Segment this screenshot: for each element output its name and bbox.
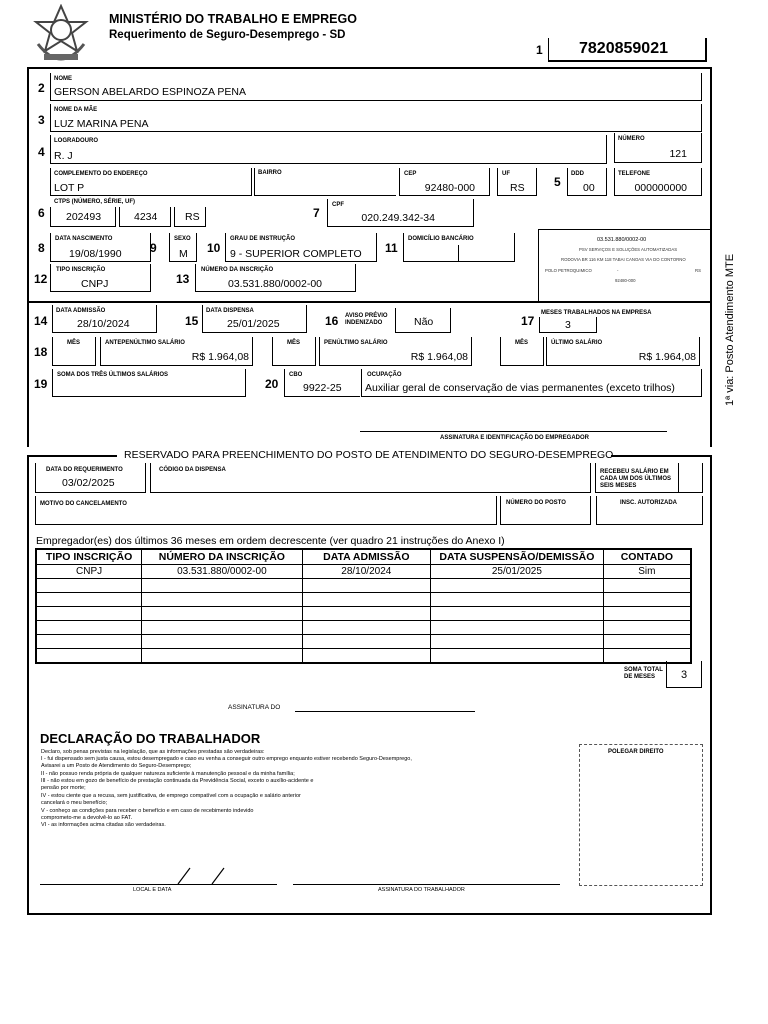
- data-nascimento-value: 19/08/1990: [69, 248, 122, 260]
- antepenultimo-value: R$ 1.964,08: [191, 351, 249, 363]
- complemento-value: LOT P: [54, 182, 85, 194]
- grau-instrucao-field[interactable]: [225, 233, 377, 262]
- field-number-10: 10: [207, 241, 221, 255]
- mes-label-2: MÊS: [287, 340, 301, 346]
- side-via-text: 1ª via: Posto Atendimento MTE: [724, 253, 736, 406]
- data-requerimento-value: 03/02/2025: [62, 477, 115, 489]
- section-divider: [27, 301, 712, 303]
- data-admissao-label: DATA ADMISSÃO: [56, 308, 106, 314]
- logradouro-value: R. J: [54, 150, 73, 162]
- ctps-uf-value: RS: [185, 211, 200, 223]
- header-data-admissao: DATA ADMISSÃO: [302, 549, 430, 565]
- ctps-label: CTPS (NÚMERO, SÉRIE, UF): [54, 199, 136, 205]
- sexo-value: M: [179, 248, 188, 260]
- uf-label: UF: [502, 171, 510, 177]
- antepenultimo-label: ANTEPENÚLTIMO SALÁRIO: [105, 340, 185, 346]
- logradouro-label: LOGRADOURO: [54, 138, 98, 144]
- stamp-district: POLO PETROQUIMICO: [545, 268, 592, 273]
- logradouro-field[interactable]: [50, 135, 607, 164]
- mes-antepenultimo-field[interactable]: [52, 337, 96, 366]
- declaracao-line-10: VI - as informações acima citadas são verdadeiras.: [41, 822, 166, 828]
- cep-value: 92480-000: [424, 182, 475, 194]
- aviso-previo-value: Não: [414, 316, 434, 328]
- employers-table: [35, 548, 692, 664]
- employer-stamp: [538, 229, 710, 301]
- polegar-label: POLEGAR DIREITO: [608, 749, 664, 755]
- ddd-value: 00: [583, 182, 595, 194]
- field-number-5: 5: [554, 175, 561, 189]
- table-row[interactable]: [36, 607, 691, 621]
- requerimento-number-box: [548, 38, 707, 62]
- mes-label-1: MÊS: [67, 340, 81, 346]
- uf-field[interactable]: [497, 168, 537, 196]
- penultimo-field[interactable]: [319, 337, 472, 366]
- field-number-19: 19: [34, 377, 48, 391]
- ultimo-label: ÚLTIMO SALÁRIO: [551, 340, 603, 346]
- mes-penultimo-field[interactable]: [272, 337, 316, 366]
- field-number-16: 16: [325, 314, 339, 328]
- assinatura-trabalhador-label: ASSINATURA DO TRABALHADOR: [378, 887, 465, 893]
- nome-field[interactable]: [50, 73, 702, 101]
- aviso-previo-label-1: AVISO PRÉVIO: [345, 313, 388, 319]
- field-number-7: 7: [313, 206, 320, 220]
- tipo-inscricao-label: TIPO INSCRIÇÃO: [56, 267, 106, 273]
- employers-caption: Empregador(es) dos últimos 36 meses em ordem decrescente (ver quadro 21 instruções do Anexo I): [36, 535, 505, 547]
- data-requerimento-label: DATA DO REQUERIMENTO: [46, 467, 123, 473]
- codigo-dispensa-field[interactable]: [150, 463, 591, 493]
- motivo-label: MOTIVO DO CANCELAMENTO: [40, 501, 127, 507]
- table-row[interactable]: [36, 649, 691, 664]
- table-row[interactable]: [36, 579, 691, 593]
- cell-tipo-inscricao: CNPJ: [36, 565, 142, 579]
- recebeu-salario-field[interactable]: [595, 463, 703, 493]
- tipo-inscricao-field[interactable]: [50, 264, 151, 292]
- meses-trabalhados-value: 3: [565, 319, 571, 331]
- employer-signature-line[interactable]: [360, 431, 667, 432]
- field-number-13: 13: [176, 272, 190, 286]
- field-number-14: 14: [34, 314, 48, 328]
- cpf-label: CPF: [332, 202, 344, 208]
- numero-posto-field[interactable]: [500, 496, 591, 525]
- soma-total-label-2: DE MESES: [624, 674, 656, 680]
- nome-mae-label: NOME DA MÃE: [54, 107, 98, 113]
- nome-mae-value: LUZ MARINA PENA: [54, 118, 149, 130]
- cep-field[interactable]: [399, 168, 490, 196]
- cbo-value: 9922-25: [303, 382, 342, 394]
- field-number-20: 20: [265, 377, 279, 391]
- insc-autorizada-field[interactable]: [596, 496, 703, 525]
- reservado-title: RESERVADO PARA PREENCHIMENTO DO POSTO DE ATENDIMENTO DO SEGURO-DESEMPREGO: [124, 449, 614, 461]
- data-dispensa-value: 25/01/2025: [227, 318, 280, 330]
- cbo-field[interactable]: [284, 369, 360, 397]
- nome-mae-field[interactable]: [50, 104, 702, 132]
- field-number-4: 4: [38, 145, 45, 159]
- domicilio-bancario-field[interactable]: [403, 233, 515, 262]
- aviso-previo-field[interactable]: [395, 308, 451, 333]
- cell-data-admissao: 28/10/2024: [302, 565, 430, 579]
- field-number-17: 17: [521, 314, 535, 328]
- ocupacao-value: Auxiliar geral de conservação de vias permanentes (exceto trilhos): [365, 382, 675, 394]
- ddd-field[interactable]: [567, 168, 607, 196]
- penultimo-label: PENÚLTIMO SALÁRIO: [324, 340, 388, 346]
- ocupacao-field[interactable]: [361, 369, 702, 397]
- stamp-company: PSV SERVIÇOS E SOLUÇÕES AUTOMATIZADAS: [579, 247, 678, 252]
- ctps-serie-value: 4234: [134, 211, 158, 223]
- declaracao-line-5: pensão por morte;: [41, 785, 86, 791]
- numero-inscricao-field[interactable]: [195, 264, 356, 292]
- numero-posto-label: NÚMERO DO POSTO: [506, 500, 566, 506]
- header-contado: CONTADO: [603, 549, 691, 565]
- sexo-label: SEXO: [174, 236, 191, 242]
- assinatura-posto-line[interactable]: [295, 711, 475, 712]
- local-data-label: LOCAL E DATA: [133, 887, 172, 893]
- bairro-label: BAIRRO: [258, 170, 282, 176]
- tipo-inscricao-value: CNPJ: [81, 278, 109, 290]
- declaracao-title: DECLARAÇÃO DO TRABALHADOR: [40, 731, 261, 746]
- soma-total-box: [666, 661, 702, 688]
- declaracao-line-0: Declaro, sob penas previstas na legislação, que as informações prestadas são verdadeiras:: [41, 749, 265, 755]
- form-title: Requerimento de Seguro-Desemprego - SD: [109, 29, 346, 41]
- field-number-15: 15: [185, 314, 199, 328]
- recebeu-label-2: CADA UM DOS ÚLTIMOS: [600, 476, 671, 482]
- soma-total-value: 3: [681, 669, 688, 681]
- ctps-uf-field[interactable]: [174, 207, 206, 227]
- telefone-field[interactable]: [614, 168, 702, 196]
- data-nascimento-label: DATA NASCIMENTO: [55, 236, 113, 242]
- declaracao-line-9: comprometo-me a devolvê-lo ao FAT.: [41, 815, 132, 821]
- data-nascimento-field[interactable]: [50, 233, 151, 262]
- field-number-3: 3: [38, 113, 45, 127]
- table-row[interactable]: [36, 593, 691, 607]
- field-number-8: 8: [38, 241, 45, 255]
- field-number-18: 18: [34, 345, 48, 359]
- recebeu-label-3: SEIS MESES: [600, 483, 637, 489]
- reservado-top-right: [611, 455, 712, 457]
- aviso-previo-label-2: INDENIZADO: [345, 320, 383, 326]
- employer-signature-label: ASSINATURA E IDENTIFICAÇÃO DO EMPREGADOR: [440, 435, 590, 441]
- field-number-11: 11: [385, 241, 398, 255]
- data-dispensa-label: DATA DISPENSA: [206, 308, 254, 314]
- ctps-serie-field[interactable]: [119, 207, 171, 227]
- ctps-numero-value: 202493: [66, 211, 102, 223]
- field-number-2: 2: [38, 81, 45, 95]
- cell-numero-inscricao: 03.531.880/0002-00: [142, 565, 302, 579]
- complemento-field[interactable]: [50, 168, 252, 196]
- declaracao-line-7: cancelará o meu benefício;: [41, 800, 108, 806]
- ddd-label: DDD: [571, 171, 584, 177]
- sexo-field[interactable]: [169, 233, 197, 262]
- declaracao-line-6: IV - estou ciente que a recusa, sem justificativa, de emprego compatível com a ocupação e salário anterior: [41, 793, 301, 799]
- polegar-box[interactable]: [579, 744, 703, 886]
- declaracao-line-3: II - não possuo renda própria de qualquer natureza suficiente à manutenção pessoal e da minha família;: [41, 771, 295, 777]
- bairro-field[interactable]: [254, 168, 396, 196]
- declaracao-line-1: I - fui dispensado sem justa causa, estou desempregado e caso eu venha a conseguir outro emprego enquanto estiver recebendo Seguro-Desemprego,: [41, 756, 412, 762]
- ultimo-value: R$ 1.964,08: [638, 351, 696, 363]
- nome-value: GERSON ABELARDO ESPINOZA PENA: [54, 86, 246, 98]
- grau-instrucao-label: GRAU DE INSTRUÇÃO: [230, 236, 296, 242]
- stamp-dash: -: [617, 268, 619, 273]
- cell-data-suspensao: 25/01/2025: [431, 565, 604, 579]
- complemento-label: COMPLEMENTO DO ENDEREÇO: [54, 171, 148, 177]
- declaracao-line-2: Avisarei a um Posto de Atendimento do Seguro-Desemprego;: [41, 763, 192, 769]
- codigo-dispensa-label: CÓDIGO DA DISPENSA: [159, 467, 226, 473]
- assinatura-trabalhador-line[interactable]: [293, 884, 560, 885]
- assinatura-posto-label: ASSINATURA DO: [228, 704, 281, 711]
- ocupacao-label: OCUPAÇÃO: [367, 372, 402, 378]
- insc-label: INSC. AUTORIZADA: [620, 500, 677, 506]
- soma-salarios-label: SOMA DOS TRÊS ÚLTIMOS SALÁRIOS: [57, 372, 169, 378]
- stamp-cep: 92480-000: [615, 278, 636, 283]
- cbo-label: CBO: [289, 372, 303, 378]
- table-row[interactable]: [36, 621, 691, 635]
- telefone-value: 000000000: [634, 182, 687, 194]
- ultimo-field[interactable]: [546, 337, 700, 366]
- mes-label-3: MÊS: [515, 340, 529, 346]
- declaracao-line-8: V - conheço as condições para receber o benefício e em caso de recebimento indevido: [41, 808, 254, 814]
- data-admissao-field[interactable]: [52, 305, 157, 333]
- reservado-top-left: [27, 455, 117, 457]
- domicilio-bancario-label: DOMICÍLIO BANCÁRIO: [408, 236, 474, 242]
- table-row[interactable]: [36, 635, 691, 649]
- motivo-cancelamento-field[interactable]: [35, 496, 497, 525]
- header-tipo-inscricao: TIPO INSCRIÇÃO: [36, 549, 142, 565]
- ministry-title: MINISTÉRIO DO TRABALHO E EMPREGO: [109, 12, 357, 26]
- stamp-state: RS: [695, 268, 701, 273]
- header-data-suspensao: DATA SUSPENSÃO/DEMISSÃO: [431, 549, 604, 565]
- soma-total-label-1: SOMA TOTAL: [624, 667, 663, 673]
- antepenultimo-field[interactable]: [100, 337, 253, 366]
- numero-field[interactable]: [614, 133, 702, 163]
- box-number: 1: [536, 43, 543, 57]
- recebeu-label-1: RECEBEU SALÁRIO EM: [600, 469, 669, 475]
- telefone-label: TELEFONE: [618, 171, 651, 177]
- cell-contado: Sim: [603, 565, 691, 579]
- date-slashes: [170, 866, 240, 891]
- nome-label: NOME: [54, 76, 72, 82]
- coat-of-arms-icon: [30, 4, 92, 66]
- table-row[interactable]: [36, 565, 691, 579]
- data-requerimento-field[interactable]: [35, 463, 146, 493]
- numero-label: NÚMERO: [618, 136, 645, 142]
- cpf-field[interactable]: [327, 199, 474, 227]
- data-dispensa-field[interactable]: [202, 305, 307, 333]
- soma-salarios-field[interactable]: [52, 369, 246, 397]
- declaracao-line-4: III - não estou em gozo de benefício de prestação continuada da Previdência Social, exceto o auxílio-acidente e: [41, 778, 314, 784]
- data-admissao-value: 28/10/2024: [77, 318, 130, 330]
- field-number-12: 12: [34, 272, 48, 286]
- penultimo-value: R$ 1.964,08: [410, 351, 468, 363]
- ctps-numero-field[interactable]: [50, 207, 116, 227]
- numero-value: 121: [669, 148, 687, 160]
- numero-inscricao-value: 03.531.880/0002-00: [228, 278, 323, 290]
- field-number-6: 6: [38, 206, 45, 220]
- cpf-value: 020.249.342-34: [361, 212, 435, 224]
- employers-header-row: [36, 549, 691, 565]
- numero-inscricao-label: NÚMERO DA INSCRIÇÃO: [201, 267, 274, 273]
- field-number-9: 9: [150, 241, 157, 255]
- stamp-address: RODOVIA BR 116 KM 118 TABAI CANOAS VIA DO CONTORNO: [561, 257, 686, 262]
- stamp-cnpj: 03.531.880/0002-00: [597, 237, 647, 243]
- requerimento-number: 7820859021: [579, 40, 668, 57]
- meses-trabalhados-field[interactable]: [539, 317, 597, 333]
- mes-ultimo-field[interactable]: [500, 337, 544, 366]
- local-data-line[interactable]: [40, 884, 277, 885]
- uf-value: RS: [510, 182, 525, 194]
- meses-trabalhados-label: MESES TRABALHADOS NA EMPRESA: [541, 310, 652, 316]
- grau-instrucao-value: 9 - SUPERIOR COMPLETO: [230, 248, 362, 260]
- header-numero-inscricao: NÚMERO DA INSCRIÇÃO: [142, 549, 302, 565]
- cep-label: CEP: [404, 171, 417, 177]
